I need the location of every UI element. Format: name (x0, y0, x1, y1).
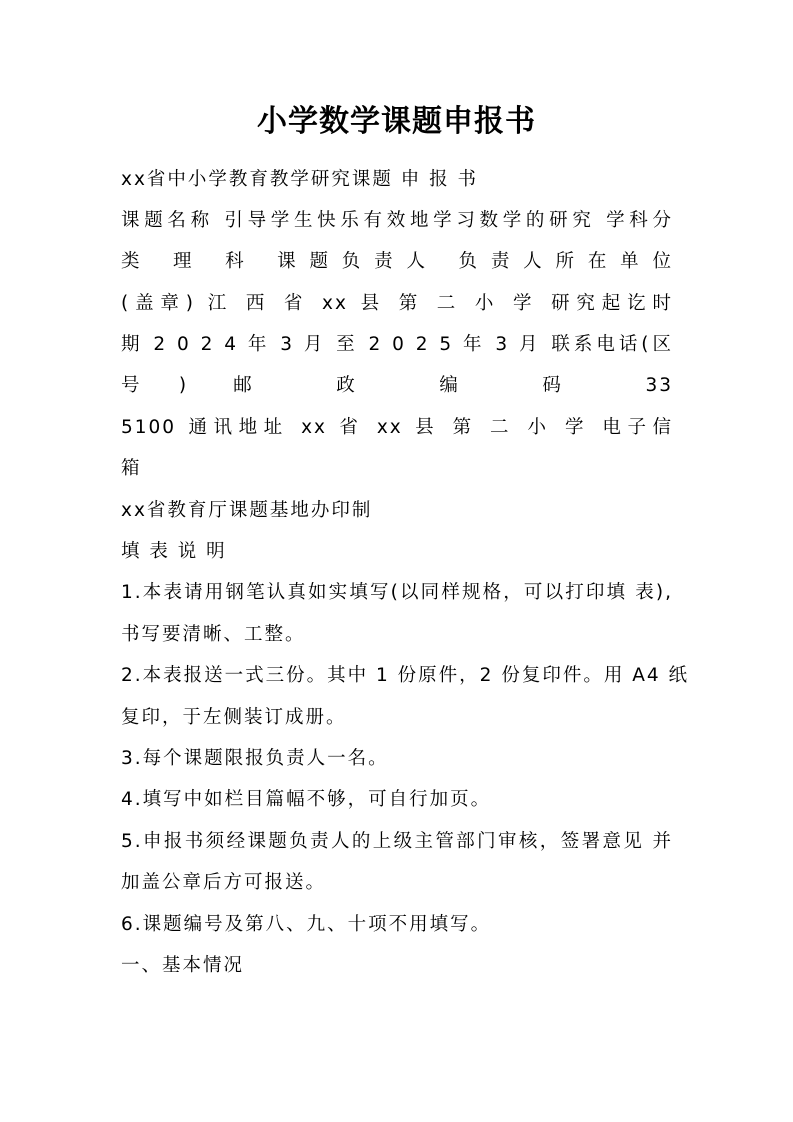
document-title: 小学数学课题申报书 (257, 104, 536, 139)
note-4: 4.填写中如栏目篇幅不够，可自行加页。 (121, 789, 492, 810)
note-2a: 2.本表报送一式三份。其中 1 份原件，2 份复印件。用 A4 纸 (121, 665, 690, 686)
info-line-6: 5100 通讯地址 xx 省 xx 县 第 二 小 学 电子信 (121, 417, 673, 438)
note-5b: 加盖公章后方可报送。 (121, 872, 327, 893)
note-5a: 5.申报书须经课题负责人的上级主管部门审核，签署意见 并 (121, 831, 673, 852)
form-header: xx省中小学教育教学研究课题 申 报 书 (121, 169, 479, 190)
note-6: 6.课题编号及第八、九、十项不用填写。 (121, 914, 492, 935)
note-2b: 复印，于左侧装订成册。 (121, 707, 347, 728)
issuer-line: xx省教育厅课题基地办印制 (121, 500, 373, 521)
note-1b: 书写要清晰、工整。 (121, 624, 306, 645)
info-line-3: (盖章) 江 西 省 xx 县 第 二 小 学 研究起讫时 (121, 293, 673, 314)
info-line-5: 号) 邮 政 编 码 33 (121, 375, 673, 396)
info-line-7: 箱 (121, 458, 142, 479)
info-line-2: 类 理 科 课题负责人 负责人所在单位 (121, 251, 673, 272)
note-1a: 1.本表请用钢笔认真如实填写(以同样规格，可以打印填 表), (121, 582, 673, 603)
section-heading-basic-info: 一、基本情况 (121, 955, 245, 976)
info-line-4: 期 2 0 2 4 年 3 月 至 2 0 2 5 年 3 月 联系电话(区 (121, 334, 673, 355)
info-line-1: 课题名称 引导学生快乐有效地学习数学的研究 学科分 (121, 210, 673, 231)
note-3: 3.每个课题限报负责人一名。 (121, 748, 389, 769)
notes-title: 填 表 说 明 (121, 541, 227, 562)
